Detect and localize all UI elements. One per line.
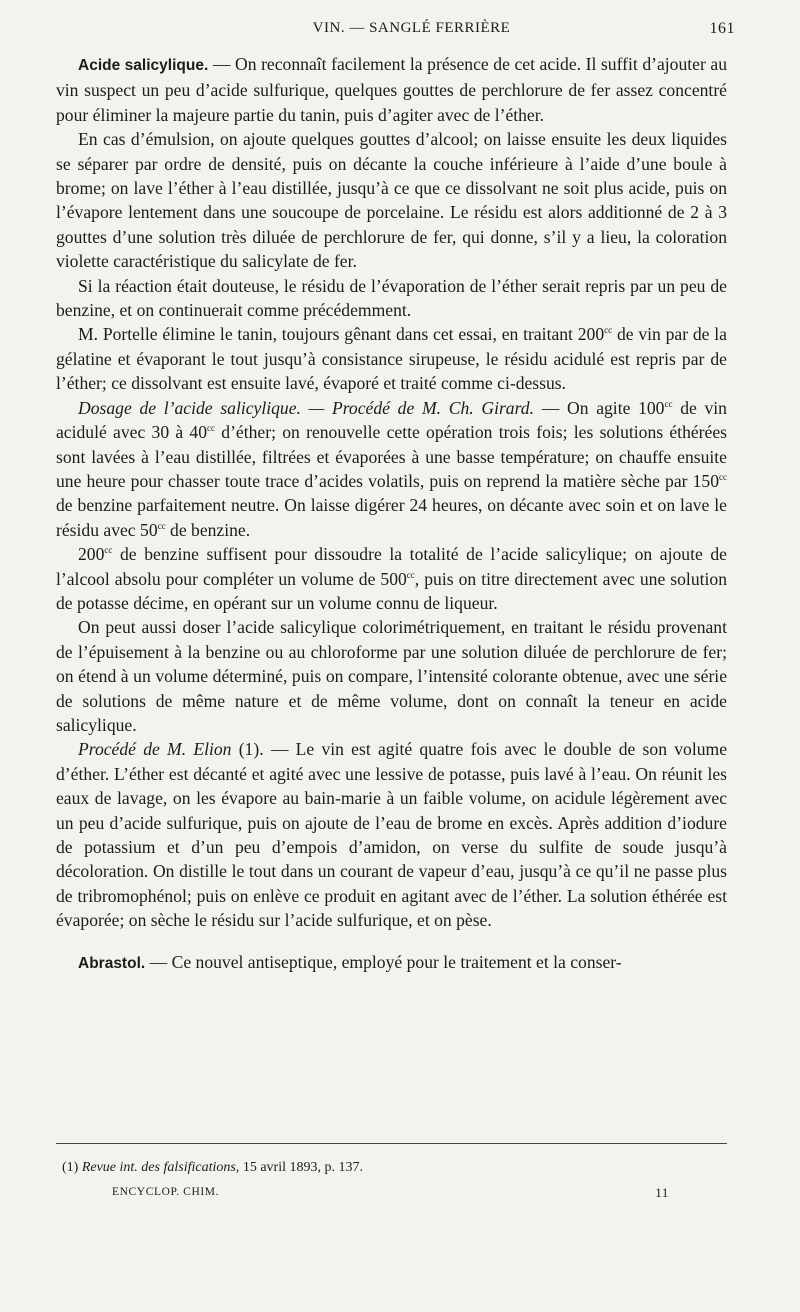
paragraph-emulsion: En cas d’émulsion, on ajoute quelques gouttes d’alcool; on laisse ensuite les deux liquides se séparer par ordre de densité, puis on décante la couche inférieure à l’aide d’une boule à brome; on lave l’éther à l’eau distillée, jusqu’à ce que ce dissolvant ne soit plus acide, puis on l’évapore lentement dans une soucoupe de porcelaine. Le résidu est alors additionné de 2 à 3 gouttes d’une solution très diluée de perchlorure de fer, qui donne, s’il y a lieu, la coloration violette caractéristique du salicylate de fer. <box>56 129 727 272</box>
paragraph-colorimetrie: On peut aussi doser l’acide salicylique colorimétriquement, en traitant le résidu provenant de l’épuisement à la benzine ou au chloroforme par une solution diluée de perchlorure de fer; on étend à un volume déterminé, puis on compare, l’intensité colorante obtenue, avec une série de solutions de même nature et de même volume, dont on connaît la teneur en acide salicylique. <box>56 617 727 735</box>
paragraph-girard: Dosage de l’acide salicylique. — Procédé de M. Ch. Girard. — On agite $100^{cc}$ de vin acidulé avec 30 à $40^{cc}$ d’éther; on renouvelle cette opération trois fois; les solutions éthérées sont lavées à l’eau distillée, filtrées et évaporées à une basse température; on chauffe ensuite une heure pour chasser toute trace d’acides volatils, puis on reprend la matière sèche par $150^{cc}$ de benzine parfaitement neutre. On laisse digérer 24 heures, on décante avec soin et on lave le résidu avec $50^{cc}$ de benzine. <box>56 397 727 540</box>
page-number: 161 <box>709 20 735 37</box>
footnote-ref[interactable]: (1). <box>231 739 264 760</box>
paragraph-reaction-douteuse: Si la réaction était douteuse, le résidu de l’évaporation de l’éther serait repris par un peu de benzine, et on continuerait comme précédemment. <box>56 275 727 321</box>
signature-label: ENCYCLOP. CHIM. <box>112 1186 220 1198</box>
section-term: Acide salicylique. <box>78 57 209 74</box>
paragraph-abrastol: Abrastol. — Ce nouvel antiseptique, employé pour le traitement et la conser- <box>78 951 622 972</box>
footnote-marker: (1) <box>62 1160 79 1175</box>
footnote-detail: 15 avril 1893, p. 137. <box>239 1160 363 1175</box>
signature-number: 11 <box>655 1185 669 1200</box>
section-term: Abrastol. <box>78 954 146 972</box>
running-head <box>56 20 735 40</box>
footnote <box>62 1160 727 1176</box>
printer-signature <box>112 1186 669 1198</box>
method-heading: Procédé de M. Elion <box>78 739 232 760</box>
paragraph-benzine: $200^{cc}$ de benzine suffisent pour dissoudre la totalité de l’acide salicylique; on ajoute de l’alcool absolu pour compléter un volume de $500^{cc}$, puis on titre directement avec une solution de potasse décime, en opérant sur un volume connu de liqueur. <box>56 544 727 613</box>
paragraph-acide-salicylique: Acide salicylique. — On reconnaît facilement la présence de cet acide. Il suffit d’ajouter au vin suspect un peu d’acide sulfurique, quelques gouttes de perchlorure de fer assez concentré pour éliminer la majeure partie du tanin, puis d’agiter avec de l’éther. <box>56 54 727 125</box>
running-head-title: VIN. — SANGLÉ FERRIÈRE <box>312 20 511 36</box>
footnote-divider <box>56 1143 727 1144</box>
paragraph-elion: Procédé de M. Elion (1). — Le vin est agité quatre fois avec le double de son volume d’éther. L’éther est décanté et agité avec une lessive de potasse, puis lavé à l’eau. On réunit les eaux de lavage, on les évapore au bain-marie à un faible volume, on acidule légèrement avec un peu d’acide sulfurique, puis on ajoute de l’eau de brome en excès. Après addition d’iodure de potassium et d’un peu d’empois d’amidon, on verse du sulfite de soude jusqu’à décoloration. On distille le tout dans un courant de vapeur d’eau, jusqu’à ce qu’il ne passe plus de tribromophénol; puis on enlève ce produit en agitant avec de l’éther. La solution éthérée est évaporée; on sèche le résidu sur l’acide sulfurique, et on pèse. <box>56 739 728 931</box>
footnote-source: Revue int. des falsifications, <box>81 1160 240 1175</box>
method-heading: Dosage de l’acide salicylique. — Procédé de M. Ch. Girard. <box>78 397 534 418</box>
page-body <box>56 52 727 976</box>
paragraph-portelle: M. Portelle élimine le tanin, toujours gênant dans cet essai, en traitant $200^{cc}$ de vin par de la gélatine et évaporant le tout jusqu’à consistance sirupeuse, le résidu acidulé est repris par de l’éther; ce dissolvant est ensuite lavé, évaporé et traité comme ci-dessus. <box>56 324 727 394</box>
